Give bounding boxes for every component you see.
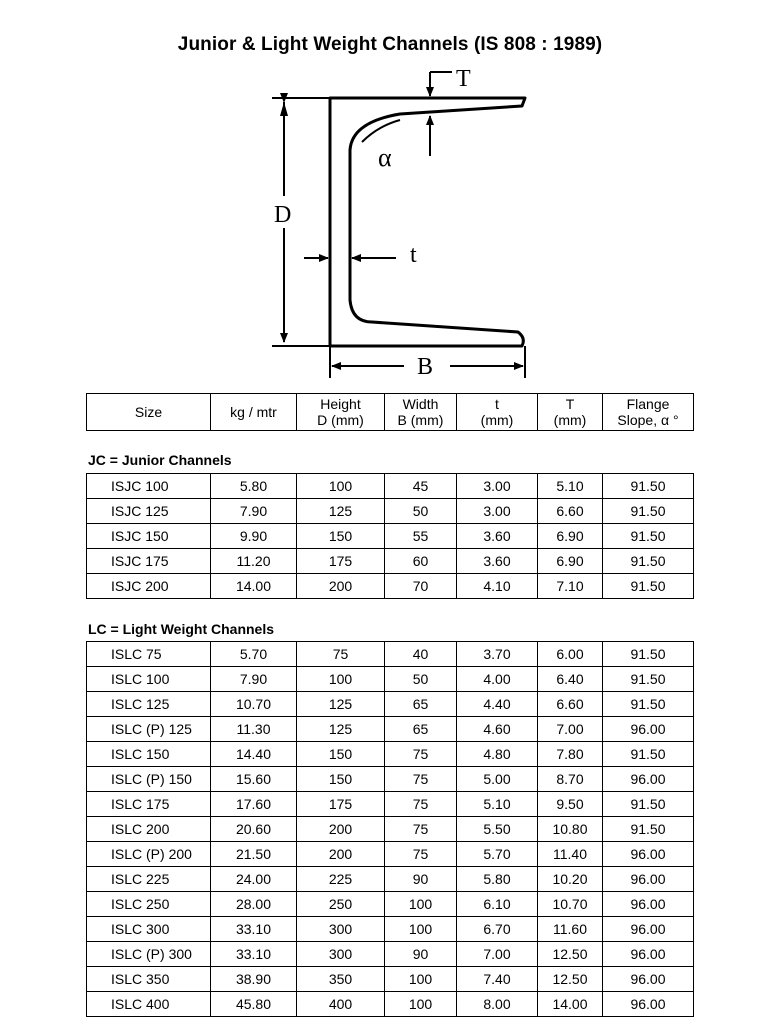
cell-width: 65	[385, 692, 457, 717]
cell-flange-thickness: 11.40	[538, 842, 603, 867]
header-size: Size	[87, 394, 211, 431]
cell-width: 100	[385, 967, 457, 992]
cell-flange-slope: 91.50	[603, 692, 694, 717]
cell-size: ISLC 225	[87, 867, 211, 892]
cell-width: 55	[385, 524, 457, 549]
table-row	[87, 817, 694, 842]
cell-height: 175	[297, 792, 385, 817]
cell-width: 90	[385, 942, 457, 967]
cell-flange-thickness: 10.70	[538, 892, 603, 917]
header-width: Width B (mm)	[385, 394, 457, 431]
cell-flange-thickness: 11.60	[538, 917, 603, 942]
cell-flange-slope: 96.00	[603, 842, 694, 867]
cell-size: ISJC 200	[87, 574, 211, 599]
cell-size: ISLC (P) 150	[87, 767, 211, 792]
cell-web-thickness: 3.60	[457, 524, 538, 549]
table-row	[87, 892, 694, 917]
table-row	[87, 842, 694, 867]
cell-web-thickness: 4.10	[457, 574, 538, 599]
cell-kg-mtr: 15.60	[211, 767, 297, 792]
cell-web-thickness: 4.00	[457, 667, 538, 692]
cell-height: 400	[297, 992, 385, 1017]
cell-width: 45	[385, 474, 457, 499]
cell-kg-mtr: 38.90	[211, 967, 297, 992]
header-kg-mtr: kg / mtr	[211, 394, 297, 431]
document-title: Junior & Light Weight Channels (IS 808 : 1989)	[177, 34, 603, 55]
cell-height: 300	[297, 942, 385, 967]
cell-flange-thickness: 14.00	[538, 992, 603, 1017]
column-header-row	[87, 394, 694, 431]
cell-flange-thickness: 6.60	[538, 499, 603, 524]
cell-kg-mtr: 33.10	[211, 942, 297, 967]
cell-size: ISJC 125	[87, 499, 211, 524]
cell-size: ISLC 400	[87, 992, 211, 1017]
table-row	[87, 667, 694, 692]
cell-kg-mtr: 5.70	[211, 642, 297, 667]
cell-flange-thickness: 6.60	[538, 692, 603, 717]
table-row	[87, 524, 694, 549]
channel-profile-outline	[330, 98, 525, 346]
cell-height: 100	[297, 667, 385, 692]
table-row	[87, 742, 694, 767]
cell-height: 200	[297, 842, 385, 867]
cell-flange-thickness: 6.40	[538, 667, 603, 692]
cell-kg-mtr: 10.70	[211, 692, 297, 717]
cell-flange-slope: 91.50	[603, 792, 694, 817]
table-row	[87, 692, 694, 717]
cell-height: 100	[297, 474, 385, 499]
cell-kg-mtr: 11.20	[211, 549, 297, 574]
cell-width: 75	[385, 817, 457, 842]
cell-size: ISLC 100	[87, 667, 211, 692]
cell-height: 125	[297, 499, 385, 524]
dimension-d-label: D	[274, 202, 292, 228]
cell-height: 150	[297, 524, 385, 549]
cell-flange-thickness: 6.90	[538, 549, 603, 574]
light-weight-channels-table	[86, 641, 694, 1017]
cell-web-thickness: 7.00	[457, 942, 538, 967]
cell-width: 75	[385, 842, 457, 867]
cell-kg-mtr: 11.30	[211, 717, 297, 742]
cell-width: 75	[385, 767, 457, 792]
cell-width: 40	[385, 642, 457, 667]
cell-width: 60	[385, 549, 457, 574]
cell-height: 150	[297, 767, 385, 792]
cell-size: ISLC (P) 300	[87, 942, 211, 967]
cell-flange-slope: 96.00	[603, 767, 694, 792]
cell-width: 100	[385, 992, 457, 1017]
cell-web-thickness: 8.00	[457, 992, 538, 1017]
table-row	[87, 792, 694, 817]
cell-size: ISJC 100	[87, 474, 211, 499]
table-row	[87, 942, 694, 967]
cell-height: 200	[297, 574, 385, 599]
cell-flange-slope: 91.50	[603, 642, 694, 667]
junior-channels-table	[86, 473, 694, 599]
table-row	[87, 574, 694, 599]
cell-web-thickness: 4.60	[457, 717, 538, 742]
cell-height: 225	[297, 867, 385, 892]
cell-height: 125	[297, 692, 385, 717]
cell-kg-mtr: 17.60	[211, 792, 297, 817]
channel-section-diagram	[0, 0, 768, 390]
cell-flange-thickness: 12.50	[538, 967, 603, 992]
cell-web-thickness: 5.50	[457, 817, 538, 842]
cell-flange-thickness: 10.20	[538, 867, 603, 892]
cell-flange-slope: 91.50	[603, 499, 694, 524]
cell-flange-thickness: 5.10	[538, 474, 603, 499]
cell-height: 175	[297, 549, 385, 574]
cell-width: 75	[385, 742, 457, 767]
cell-size: ISLC 175	[87, 792, 211, 817]
cell-width: 100	[385, 917, 457, 942]
table-row	[87, 642, 694, 667]
cell-web-thickness: 5.70	[457, 842, 538, 867]
cell-web-thickness: 7.40	[457, 967, 538, 992]
cell-kg-mtr: 7.90	[211, 667, 297, 692]
cell-kg-mtr: 33.10	[211, 917, 297, 942]
table-row	[87, 917, 694, 942]
cell-flange-slope: 96.00	[603, 967, 694, 992]
cell-flange-slope: 96.00	[603, 892, 694, 917]
cell-web-thickness: 3.00	[457, 499, 538, 524]
header-flange-slope: Flange Slope, α °	[603, 394, 694, 431]
cell-width: 90	[385, 867, 457, 892]
cell-size: ISLC (P) 200	[87, 842, 211, 867]
cell-height: 150	[297, 742, 385, 767]
header-flange-thickness: T (mm)	[538, 394, 603, 431]
cell-size: ISJC 150	[87, 524, 211, 549]
cell-flange-slope: 96.00	[603, 992, 694, 1017]
cell-kg-mtr: 9.90	[211, 524, 297, 549]
cell-flange-slope: 91.50	[603, 667, 694, 692]
cell-flange-slope: 96.00	[603, 942, 694, 967]
cell-height: 350	[297, 967, 385, 992]
cell-size: ISLC 300	[87, 917, 211, 942]
cell-width: 70	[385, 574, 457, 599]
cell-width: 50	[385, 499, 457, 524]
cell-kg-mtr: 20.60	[211, 817, 297, 842]
cell-height: 250	[297, 892, 385, 917]
cell-kg-mtr: 14.00	[211, 574, 297, 599]
cell-size: ISLC 350	[87, 967, 211, 992]
table-row	[87, 499, 694, 524]
cell-kg-mtr: 24.00	[211, 867, 297, 892]
cell-kg-mtr: 45.80	[211, 992, 297, 1017]
cell-flange-slope: 91.50	[603, 524, 694, 549]
cell-size: ISJC 175	[87, 549, 211, 574]
table-row	[87, 549, 694, 574]
cell-flange-thickness: 8.70	[538, 767, 603, 792]
cell-web-thickness: 4.40	[457, 692, 538, 717]
cell-web-thickness: 3.70	[457, 642, 538, 667]
cell-flange-slope: 91.50	[603, 817, 694, 842]
cell-width: 65	[385, 717, 457, 742]
cell-flange-thickness: 7.80	[538, 742, 603, 767]
cell-height: 200	[297, 817, 385, 842]
cell-flange-thickness: 6.90	[538, 524, 603, 549]
header-height: Height D (mm)	[297, 394, 385, 431]
cell-kg-mtr: 5.80	[211, 474, 297, 499]
cell-width: 50	[385, 667, 457, 692]
cell-flange-slope: 96.00	[603, 717, 694, 742]
cell-flange-thickness: 7.00	[538, 717, 603, 742]
dimension-b-label: B	[417, 354, 434, 380]
cell-flange-slope: 91.50	[603, 574, 694, 599]
cell-kg-mtr: 21.50	[211, 842, 297, 867]
cell-flange-thickness: 10.80	[538, 817, 603, 842]
cell-kg-mtr: 28.00	[211, 892, 297, 917]
cell-flange-thickness: 7.10	[538, 574, 603, 599]
cell-flange-slope: 91.50	[603, 549, 694, 574]
dimension-t-flange-label: T	[456, 66, 471, 92]
cell-flange-thickness: 12.50	[538, 942, 603, 967]
cell-width: 100	[385, 892, 457, 917]
column-header-table	[86, 393, 694, 431]
cell-flange-thickness: 6.00	[538, 642, 603, 667]
cell-flange-slope: 96.00	[603, 917, 694, 942]
section-label-light-weight-channels: LC = Light Weight Channels	[88, 621, 275, 637]
header-web-thickness: t (mm)	[457, 394, 538, 431]
cell-flange-slope: 91.50	[603, 742, 694, 767]
cell-flange-slope: 96.00	[603, 867, 694, 892]
cell-web-thickness: 5.80	[457, 867, 538, 892]
cell-width: 75	[385, 792, 457, 817]
cell-web-thickness: 6.70	[457, 917, 538, 942]
cell-web-thickness: 5.00	[457, 767, 538, 792]
cell-size: ISLC 75	[87, 642, 211, 667]
cell-web-thickness: 6.10	[457, 892, 538, 917]
table-row	[87, 474, 694, 499]
cell-flange-slope: 91.50	[603, 474, 694, 499]
table-row	[87, 717, 694, 742]
cell-web-thickness: 3.00	[457, 474, 538, 499]
cell-height: 125	[297, 717, 385, 742]
cell-size: ISLC 125	[87, 692, 211, 717]
cell-size: ISLC (P) 125	[87, 717, 211, 742]
cell-kg-mtr: 7.90	[211, 499, 297, 524]
cell-web-thickness: 5.10	[457, 792, 538, 817]
dimension-t-web-label: t	[410, 242, 417, 268]
cell-web-thickness: 3.60	[457, 549, 538, 574]
cell-kg-mtr: 14.40	[211, 742, 297, 767]
flange-slope-alpha-label: α	[378, 143, 392, 172]
cell-web-thickness: 4.80	[457, 742, 538, 767]
table-row	[87, 867, 694, 892]
table-row	[87, 767, 694, 792]
table-row	[87, 992, 694, 1017]
cell-height: 300	[297, 917, 385, 942]
cell-size: ISLC 150	[87, 742, 211, 767]
cell-size: ISLC 250	[87, 892, 211, 917]
cell-flange-thickness: 9.50	[538, 792, 603, 817]
cell-size: ISLC 200	[87, 817, 211, 842]
cell-height: 75	[297, 642, 385, 667]
section-label-junior-channels: JC = Junior Channels	[88, 452, 232, 468]
table-row	[87, 967, 694, 992]
